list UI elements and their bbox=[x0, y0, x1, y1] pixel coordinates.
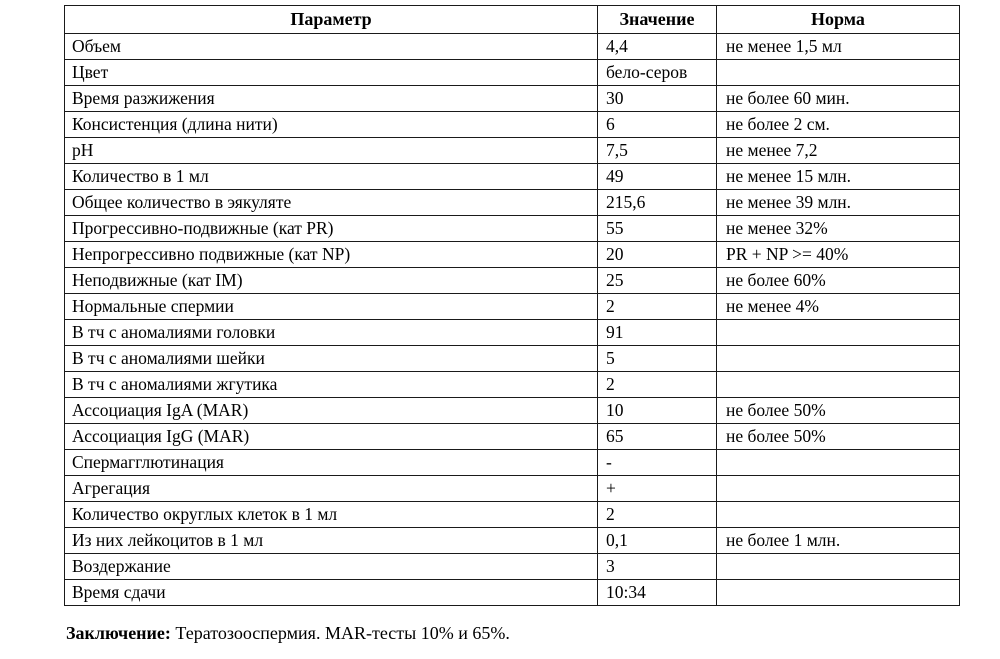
cell-norm: не менее 1,5 мл bbox=[717, 34, 960, 60]
table-row bbox=[65, 346, 960, 372]
conclusion-text: Тератозооспермия. MAR-тесты 10% и 65%. bbox=[175, 623, 510, 643]
cell-parameter: Количество округлых клеток в 1 мл bbox=[65, 502, 598, 528]
cell-norm: не менее 39 млн. bbox=[717, 190, 960, 216]
cell-value: - bbox=[598, 450, 717, 476]
cell-norm bbox=[717, 320, 960, 346]
cell-parameter: Ассоциация IgA (MAR) bbox=[65, 398, 598, 424]
cell-value: 3 bbox=[598, 554, 717, 580]
cell-value: 49 bbox=[598, 164, 717, 190]
cell-norm: не более 60 мин. bbox=[717, 86, 960, 112]
table-row bbox=[65, 294, 960, 320]
cell-parameter: В тч с аномалиями шейки bbox=[65, 346, 598, 372]
cell-norm: не более 50% bbox=[717, 398, 960, 424]
cell-value: 20 bbox=[598, 242, 717, 268]
cell-parameter: Неподвижные (кат IM) bbox=[65, 268, 598, 294]
cell-parameter: Ассоциация IgG (MAR) bbox=[65, 424, 598, 450]
cell-parameter: Цвет bbox=[65, 60, 598, 86]
table-row bbox=[65, 398, 960, 424]
column-header-value: Значение bbox=[598, 6, 717, 34]
table-row bbox=[65, 554, 960, 580]
cell-parameter: Агрегация bbox=[65, 476, 598, 502]
cell-norm: не более 1 млн. bbox=[717, 528, 960, 554]
cell-value: 91 bbox=[598, 320, 717, 346]
table-row bbox=[65, 138, 960, 164]
cell-norm bbox=[717, 346, 960, 372]
cell-norm: не менее 15 млн. bbox=[717, 164, 960, 190]
table-row bbox=[65, 216, 960, 242]
table-body bbox=[65, 34, 960, 606]
table-row bbox=[65, 60, 960, 86]
table-row bbox=[65, 34, 960, 60]
table-row bbox=[65, 580, 960, 606]
cell-value: 25 bbox=[598, 268, 717, 294]
table-row bbox=[65, 424, 960, 450]
cell-parameter: Общее количество в эякуляте bbox=[65, 190, 598, 216]
cell-parameter: Консистенция (длина нити) bbox=[65, 112, 598, 138]
table-row bbox=[65, 268, 960, 294]
cell-value: 10:34 bbox=[598, 580, 717, 606]
cell-parameter: Спермагглютинация bbox=[65, 450, 598, 476]
table-row bbox=[65, 502, 960, 528]
cell-parameter: Непрогрессивно подвижные (кат NP) bbox=[65, 242, 598, 268]
cell-value: 7,5 bbox=[598, 138, 717, 164]
table-header-row bbox=[65, 6, 960, 34]
cell-norm: не менее 4% bbox=[717, 294, 960, 320]
cell-norm bbox=[717, 450, 960, 476]
spermogram-result-table bbox=[64, 5, 960, 606]
cell-value: 10 bbox=[598, 398, 717, 424]
cell-value: + bbox=[598, 476, 717, 502]
cell-norm: не менее 7,2 bbox=[717, 138, 960, 164]
table-row bbox=[65, 242, 960, 268]
cell-norm bbox=[717, 580, 960, 606]
cell-value: 0,1 bbox=[598, 528, 717, 554]
table-row bbox=[65, 190, 960, 216]
cell-norm bbox=[717, 476, 960, 502]
cell-norm: не более 60% bbox=[717, 268, 960, 294]
table-row bbox=[65, 320, 960, 346]
cell-norm bbox=[717, 502, 960, 528]
cell-norm: не более 50% bbox=[717, 424, 960, 450]
cell-value: 215,6 bbox=[598, 190, 717, 216]
conclusion-label: Заключение: bbox=[66, 623, 171, 643]
cell-parameter: Прогрессивно-подвижные (кат PR) bbox=[65, 216, 598, 242]
cell-value: 30 bbox=[598, 86, 717, 112]
table-header bbox=[65, 6, 960, 34]
cell-norm bbox=[717, 60, 960, 86]
cell-value: 65 bbox=[598, 424, 717, 450]
cell-parameter: Количество в 1 мл bbox=[65, 164, 598, 190]
table-row bbox=[65, 112, 960, 138]
column-header-parameter: Параметр bbox=[65, 6, 598, 34]
table-row bbox=[65, 450, 960, 476]
cell-norm bbox=[717, 554, 960, 580]
cell-value: бело-серов bbox=[598, 60, 717, 86]
cell-parameter: В тч с аномалиями головки bbox=[65, 320, 598, 346]
table-row bbox=[65, 476, 960, 502]
cell-parameter: В тч с аномалиями жгутика bbox=[65, 372, 598, 398]
cell-parameter: Нормальные спермии bbox=[65, 294, 598, 320]
cell-parameter: Объем bbox=[65, 34, 598, 60]
column-header-norm: Норма bbox=[717, 6, 960, 34]
cell-value: 2 bbox=[598, 372, 717, 398]
cell-value: 6 bbox=[598, 112, 717, 138]
conclusion bbox=[66, 622, 510, 644]
cell-parameter: Время сдачи bbox=[65, 580, 598, 606]
cell-value: 2 bbox=[598, 502, 717, 528]
cell-value: 2 bbox=[598, 294, 717, 320]
cell-value: 5 bbox=[598, 346, 717, 372]
cell-norm: не более 2 см. bbox=[717, 112, 960, 138]
cell-norm: PR + NP >= 40% bbox=[717, 242, 960, 268]
cell-value: 55 bbox=[598, 216, 717, 242]
cell-parameter: Из них лейкоцитов в 1 мл bbox=[65, 528, 598, 554]
table-row bbox=[65, 86, 960, 112]
table-row bbox=[65, 164, 960, 190]
cell-norm: не менее 32% bbox=[717, 216, 960, 242]
cell-parameter: pH bbox=[65, 138, 598, 164]
table-row bbox=[65, 528, 960, 554]
cell-norm bbox=[717, 372, 960, 398]
cell-parameter: Воздержание bbox=[65, 554, 598, 580]
cell-parameter: Время разжижения bbox=[65, 86, 598, 112]
cell-value: 4,4 bbox=[598, 34, 717, 60]
table-row bbox=[65, 372, 960, 398]
